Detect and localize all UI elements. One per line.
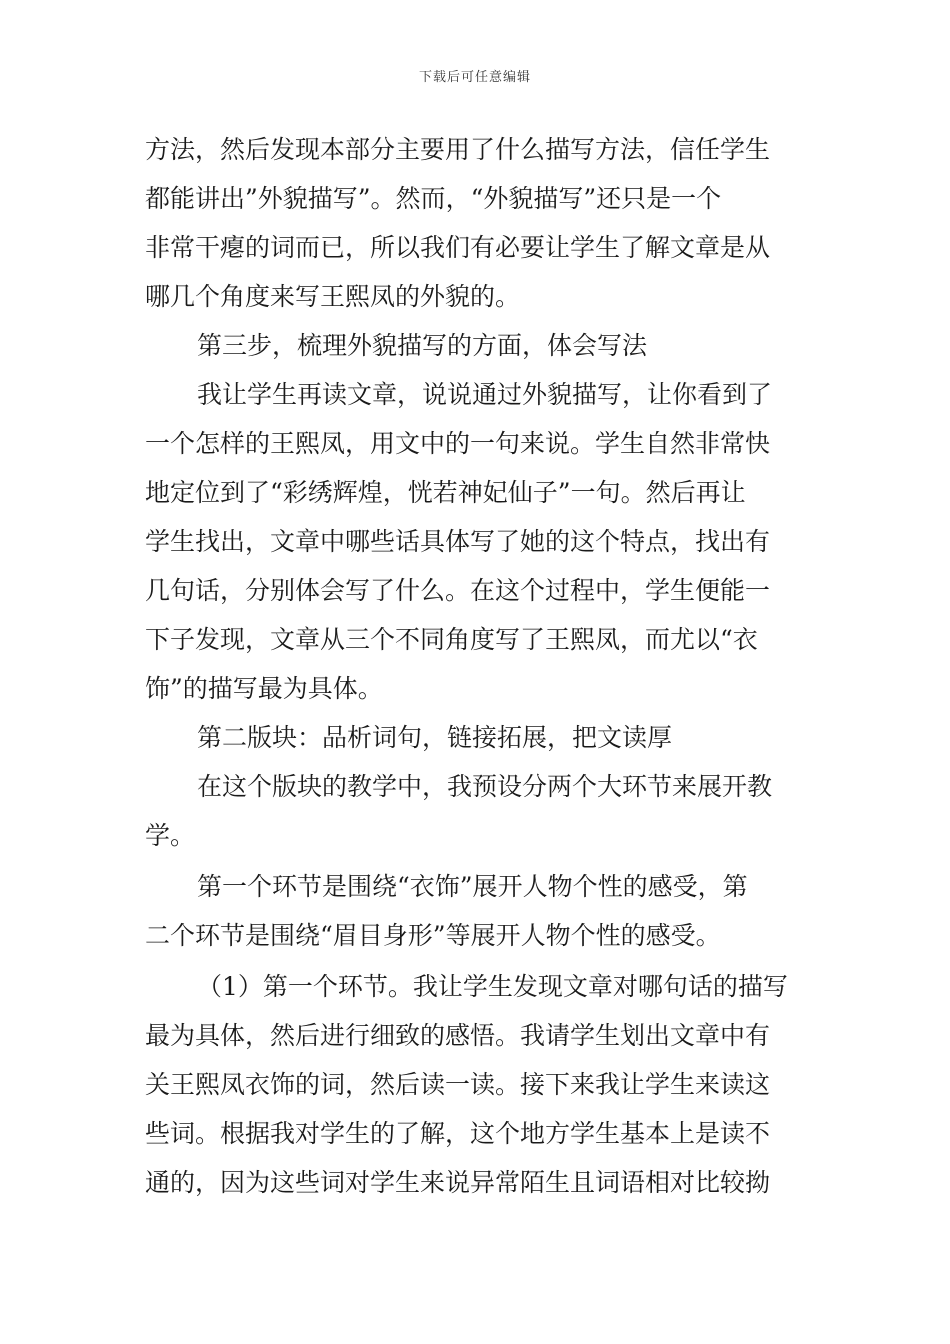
body-line: 都能讲出”外貌描写”。然而，“外貌描写”还只是一个 xyxy=(145,184,722,213)
body-line: 饰”的描写最为具体。 xyxy=(145,674,383,703)
section-heading-step-three: 第三步，梳理外貌描写的方面，体会写法 xyxy=(197,331,648,360)
body-line: 第一个环节是围绕“衣饰”展开人物个性的感受，第 xyxy=(197,872,748,901)
body-line: 在这个版块的教学中，我预设分两个大环节来展开教 xyxy=(197,772,773,801)
body-line-numbered: （1）第一个环节。我让学生发现文章对哪句话的描写 xyxy=(197,972,788,1001)
page-header: 下载后可任意编辑 xyxy=(418,70,531,85)
body-line: 下子发现，文章从三个不同角度写了王熙凤，而尤以“衣 xyxy=(145,625,758,654)
section-heading-block-two: 第二版块：品析词句，链接拓展，把文读厚 xyxy=(197,723,673,752)
body-line: 地定位到了“彩绣辉煌，恍若神妃仙子”一句。然后再让 xyxy=(145,478,746,507)
body-line: 些词。根据我对学生的了解，这个地方学生基本上是读不 xyxy=(145,1119,771,1148)
body-line: 几句话，分别体会写了什么。在这个过程中，学生便能一 xyxy=(145,576,771,605)
body-line: 一个怎样的王熙凤，用文中的一句来说。学生自然非常快 xyxy=(145,429,771,458)
body-line: 关王熙凤衣饰的词，然后读一读。接下来我让学生来读这 xyxy=(145,1070,771,1099)
body-line: 非常干瘪的词而已，所以我们有必要让学生了解文章是从 xyxy=(145,233,771,262)
document-body xyxy=(145,125,805,1207)
body-line: 我让学生再读文章，说说通过外貌描写，让你看到了 xyxy=(197,380,773,409)
body-line: 二个环节是围绕“眉目身形”等展开人物个性的感受。 xyxy=(145,921,721,950)
body-line: 学生找出，文章中哪些话具体写了她的这个特点，找出有 xyxy=(145,527,771,556)
body-line: 哪几个角度来写王熙凤的外貌的。 xyxy=(145,282,521,311)
body-line: 学。 xyxy=(145,821,196,850)
body-line: 最为具体，然后进行细致的感悟。我请学生划出文章中有 xyxy=(145,1021,771,1050)
body-line: 方法，然后发现本部分主要用了什么描写方法，信任学生 xyxy=(145,135,771,164)
body-line: 通的，因为这些词对学生来说异常陌生且词语相对比较拗 xyxy=(145,1168,771,1197)
